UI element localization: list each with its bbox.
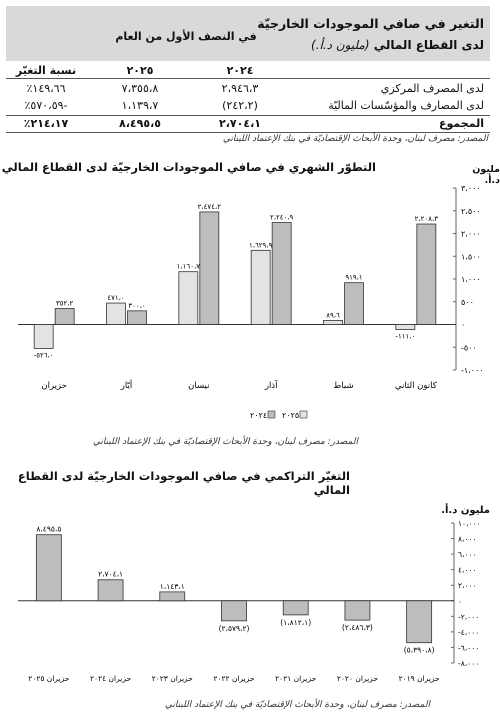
data-label: ٨٩،٦ <box>326 311 340 320</box>
x-tick-label: حزيران ٢٠٢١ <box>275 674 317 683</box>
data-label: ٢،٧٠٤،١ <box>98 569 124 579</box>
data-label: ١،٦٢٩،٩ <box>249 241 273 250</box>
x-tick-label: كانون الثاني <box>394 381 437 391</box>
data-label: ١،١٦٠،٧ <box>176 262 200 271</box>
data-label: (٢،٥٧٩،٢) <box>218 623 250 633</box>
row-label-total: المجموع <box>439 117 484 130</box>
data-label: (٥،٣٩٠،٨) <box>403 645 435 655</box>
table-cell: ١،١٣٩،٧ <box>121 99 159 112</box>
table-divider <box>6 115 490 116</box>
chart2-unit: مليون د.أ. <box>441 505 490 516</box>
legend-label-2025: ٢٠٢٥ <box>282 411 300 420</box>
x-tick-label: حزيران ٢٠٢٥ <box>28 674 70 683</box>
x-tick-label: آذار <box>264 381 278 391</box>
y-tick-label: ٢،٥٠٠ <box>461 206 481 216</box>
table-cell: ٢١٤،١٧٪ <box>23 117 69 130</box>
col-header-2024: ٢٠٢٤ <box>226 64 254 77</box>
row-label-banks: لدى المصارف والمؤسّسات الماليّة <box>328 99 484 112</box>
data-label: -١١١،٠ <box>395 332 416 341</box>
data-label: ٣٠٠،٠ <box>128 301 146 310</box>
y-tick-label: -٤،٠٠٠ <box>458 627 480 637</box>
table-cell: (٢٤٢،٢) <box>222 99 258 112</box>
row-label-central-bank: لدى المصرف المركزي <box>380 82 484 95</box>
bar-2024 <box>128 311 147 325</box>
y-tick-label: ٦،٠٠٠ <box>458 550 477 560</box>
bar <box>98 580 123 601</box>
chart1-source: المصدر: مصرف لبنان، وحدة الأبحاث الإقتصاديّة في بنك الإعتماد اللبناني <box>92 437 358 447</box>
period-label: في النصف الأول من العام <box>115 30 257 43</box>
monthly-change-chart <box>0 170 498 440</box>
y-tick-label: ٢،٠٠٠ <box>461 229 481 239</box>
legend-swatch-2025 <box>300 411 307 418</box>
data-label: (٢،٤٨٦،٣) <box>341 623 373 633</box>
data-label: ٩١٩،١ <box>345 273 363 282</box>
col-header-2025: ٢٠٢٥ <box>126 64 154 77</box>
x-tick-label: أيّار <box>120 381 133 391</box>
legend-swatch-2024 <box>268 411 275 418</box>
x-tick-label: حزيران ٢٠٢٣ <box>151 674 193 683</box>
table-subtitle-unit: (مليون د.أ.) <box>311 38 370 52</box>
table-title: التغير في صافي الموجودات الخارجيّة <box>257 16 484 31</box>
x-tick-label: حزيران ٢٠٢٤ <box>90 674 132 683</box>
x-tick-label: حزيران ٢٠٢٢ <box>213 674 255 683</box>
bar-2025 <box>324 320 343 324</box>
y-tick-label: -٢،٠٠٠ <box>458 612 480 622</box>
y-tick-label: ١،٥٠٠ <box>461 252 481 262</box>
x-tick-label: حزيران ٢٠١٩ <box>398 674 440 683</box>
data-label: ٤٧١،٠ <box>107 294 125 303</box>
table-cell: ٢،٩٤٦،٣ <box>221 82 259 95</box>
x-tick-label: شباط <box>333 381 354 391</box>
data-label: (١،٨١٢،١) <box>280 617 312 627</box>
y-tick-label: -٦،٠٠٠ <box>458 643 480 653</box>
table-cell: ١٤٩،٦٦٪ <box>26 82 66 95</box>
y-tick-label: ٢،٠٠٠ <box>458 581 477 591</box>
chart2-source: المصدر: مصرف لبنان، وحدة الأبحاث الإقتصاديّة في بنك الإعتماد اللبناني <box>164 700 430 710</box>
cumulative-change-chart <box>0 515 498 715</box>
table-cell: -٥٧٠،٥٩٪ <box>24 99 68 112</box>
table-subtitle <box>311 38 484 52</box>
bar <box>222 601 247 621</box>
y-tick-label: -٨،٠٠٠ <box>458 659 480 668</box>
bar-2025 <box>396 325 415 330</box>
x-tick-label: نيسان <box>188 381 210 391</box>
y-tick-label: -١،٠٠٠ <box>461 366 484 375</box>
y-tick-label: ٥٠٠ <box>461 297 474 307</box>
bar <box>283 601 308 615</box>
table-cell: ٨،٤٩٥،٥ <box>119 117 161 130</box>
x-tick-label: حزيران <box>41 381 67 391</box>
data-label: ٣٥٢،٢ <box>56 299 74 308</box>
y-tick-label: ٠ <box>458 596 463 606</box>
data-label: ٨،٤٩٥،٥ <box>36 524 62 534</box>
y-tick-label: ٣،٠٠٠ <box>461 184 481 193</box>
y-tick-label: ٨،٠٠٠ <box>458 534 477 544</box>
y-tick-label: ١٠،٠٠٠ <box>458 519 481 528</box>
table-divider <box>6 78 490 79</box>
bar-2024 <box>200 212 219 325</box>
y-tick-label: ٤،٠٠٠ <box>458 565 477 575</box>
data-label: ٢،٢٠٨،٣ <box>414 215 438 224</box>
table-divider <box>6 132 490 133</box>
y-tick-label: ٠ <box>461 320 466 330</box>
table-cell: ٧،٣٥٥،٨ <box>121 82 159 95</box>
y-tick-label: ١،٠٠٠ <box>461 275 481 284</box>
bar-2025 <box>107 303 126 324</box>
bar <box>407 601 432 643</box>
data-label: ٢،٤٧٤،٢ <box>197 202 221 211</box>
data-label: ٢،٢٤٠،٩ <box>270 213 294 222</box>
chart1-title: التطوّر الشهري في صافي الموجودات الخارجيّة لدى القطاع المالي <box>1 160 376 174</box>
table-source: المصدر: مصرف لبنان، وحدة الأبحاث الإقتصاديّة في بنك الإعتماد اللبناني <box>222 134 488 144</box>
col-header-change: نسبة التغيّر <box>15 64 77 77</box>
y-tick-label: -٥٠٠ <box>461 343 477 353</box>
chart2-title: التغيّر التراكمي في صافي الموجودات الخارجيّة لدى القطاع المالي <box>17 469 350 497</box>
x-tick-label: حزيران ٢٠٢٠ <box>336 674 378 683</box>
legend-label-2024: ٢٠٢٤ <box>250 411 268 420</box>
data-label: -٥٢٦،٠ <box>33 351 54 360</box>
table-subtitle-main: لدى القطاع المالي <box>373 38 484 52</box>
bar-2025 <box>251 250 270 324</box>
bar <box>160 592 185 601</box>
bar-2025 <box>179 272 198 325</box>
bar <box>345 601 370 620</box>
data-label: ١،١٤٣،١ <box>159 581 185 591</box>
bar <box>36 535 61 601</box>
bar-2024 <box>345 283 364 325</box>
bar-2024 <box>272 223 291 325</box>
bar-2025 <box>34 325 53 349</box>
chart1-unit: مليون د.أ. <box>472 164 500 186</box>
bar-2024 <box>55 308 74 324</box>
table-cell: ٢،٧٠٤،١ <box>219 117 261 130</box>
bar-2024 <box>417 224 436 324</box>
